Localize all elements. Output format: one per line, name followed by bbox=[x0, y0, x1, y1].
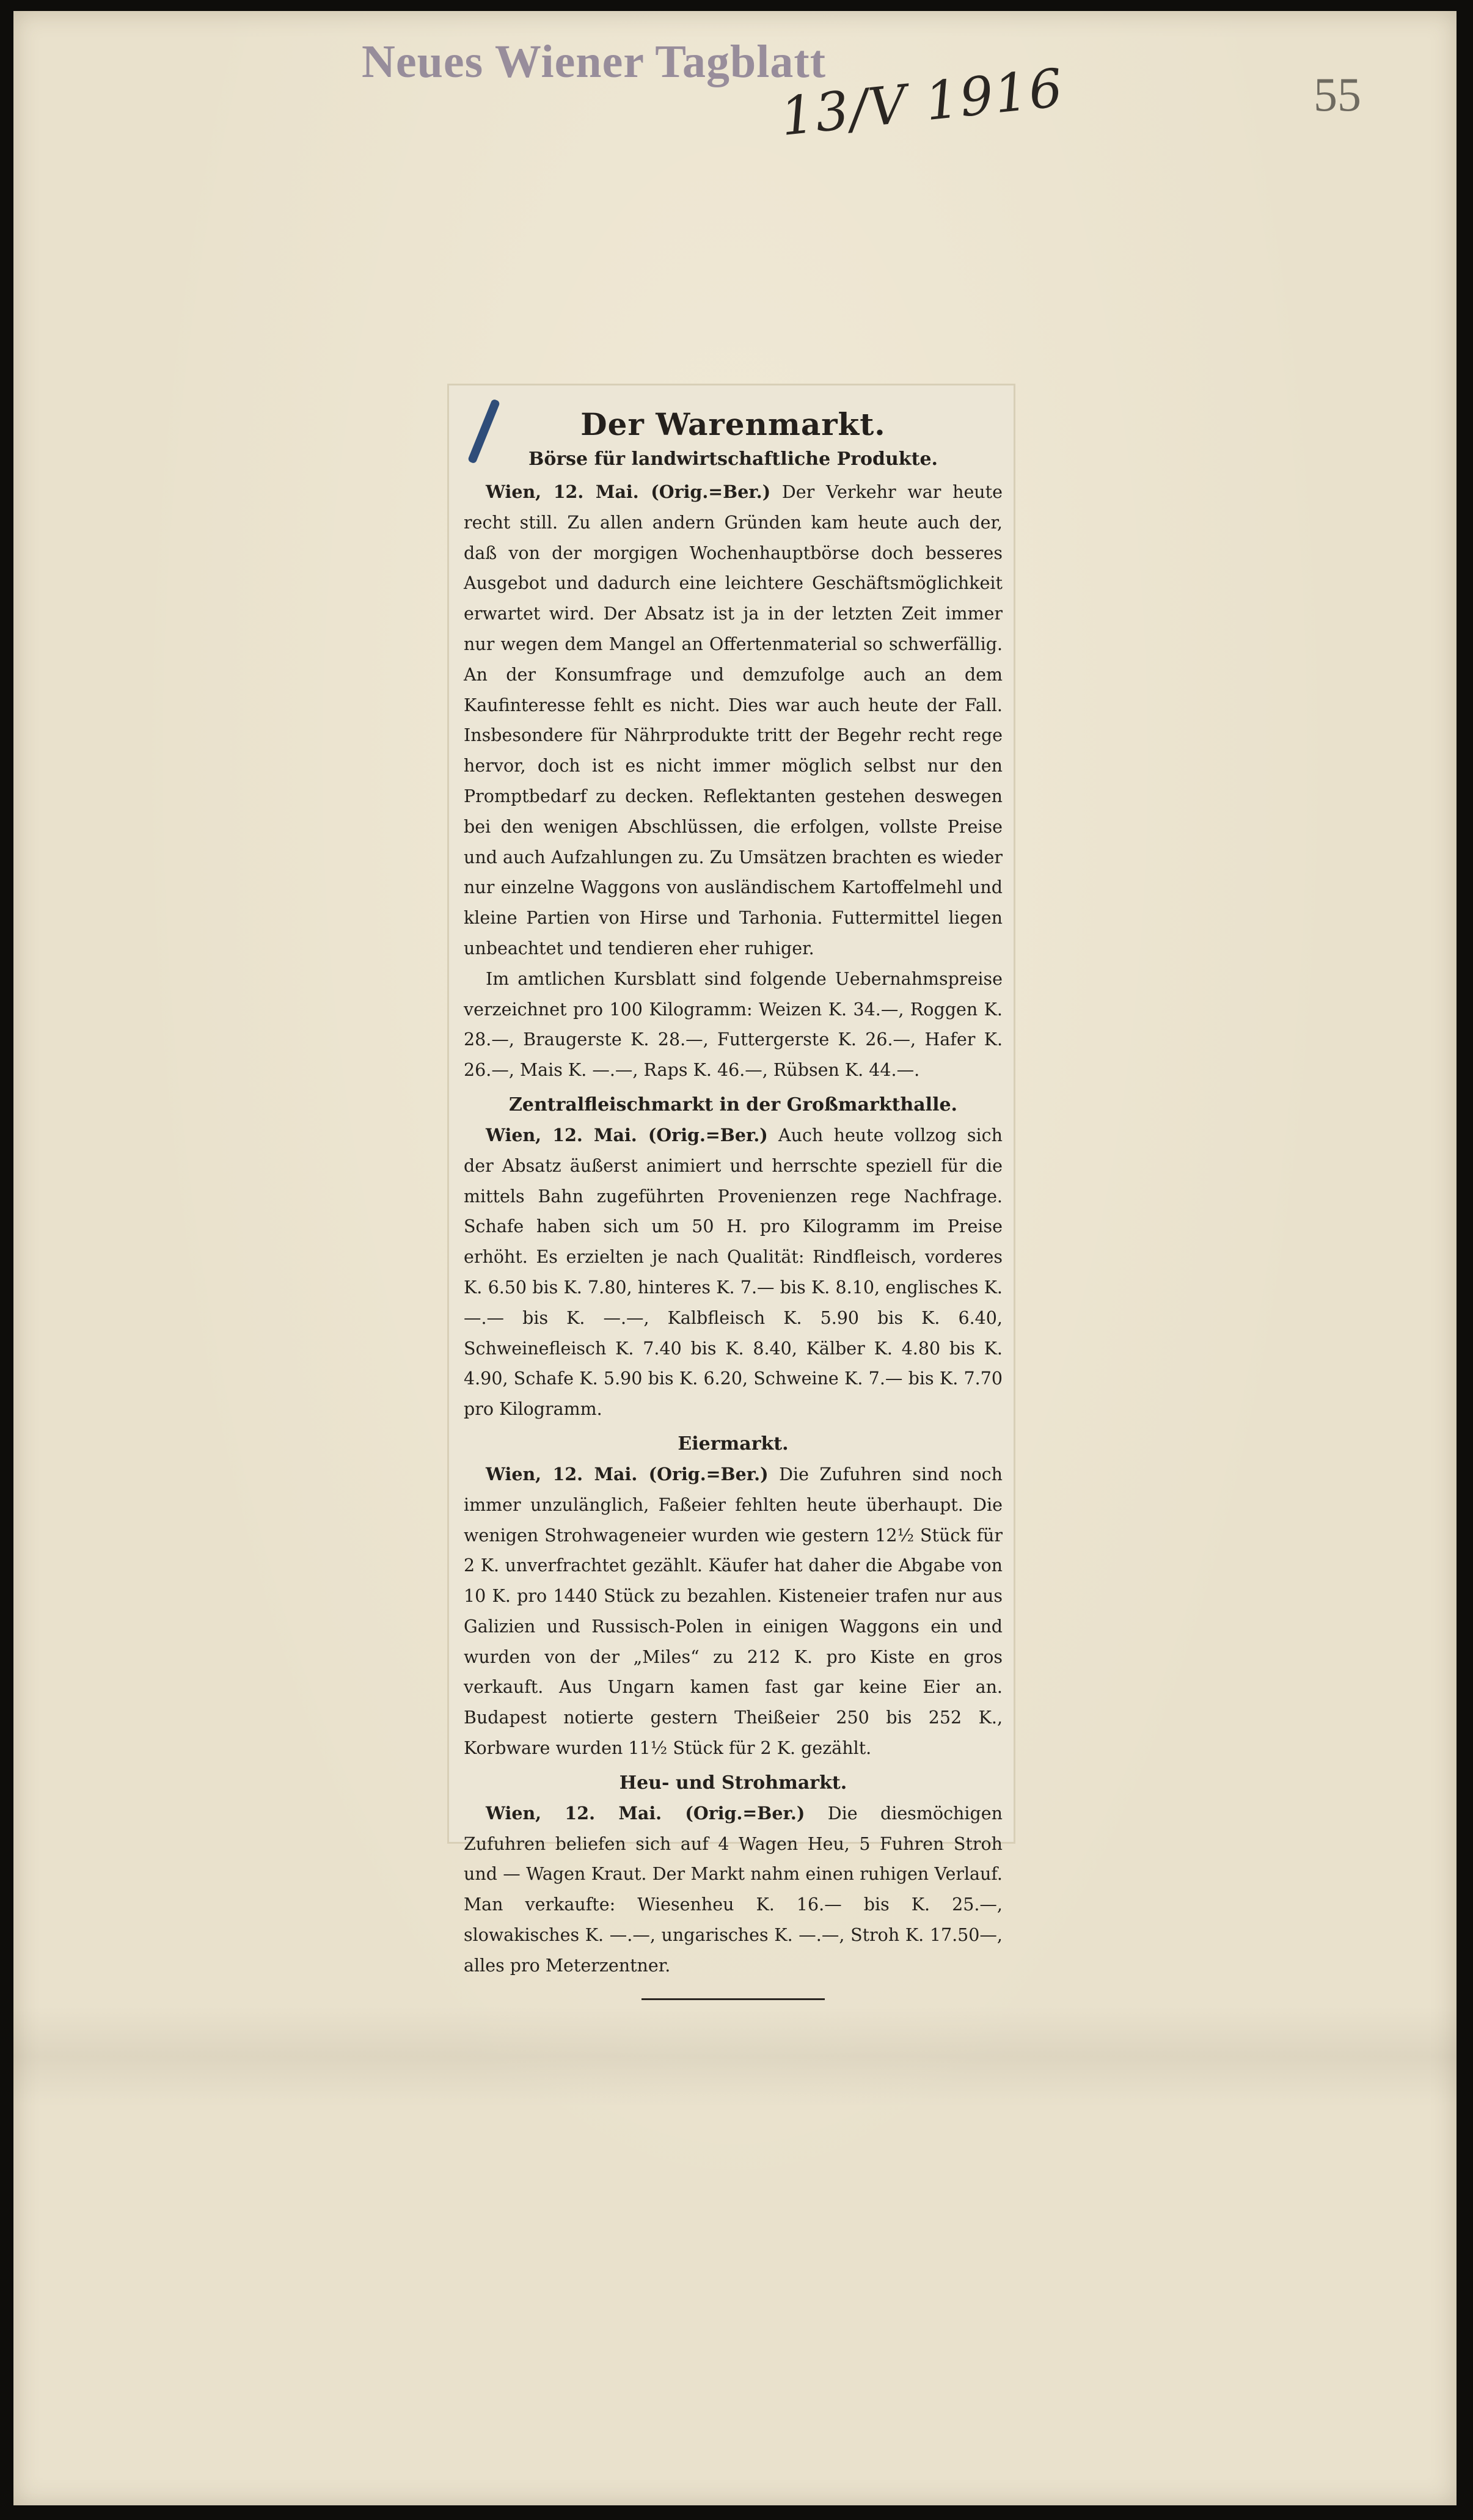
article-title: Der Warenmarkt. bbox=[580, 406, 886, 442]
closing-rule bbox=[641, 1998, 825, 2000]
paragraph-heumarkt bbox=[464, 1799, 1003, 1981]
section-title-eiermarkt: Eiermarkt. bbox=[678, 1433, 789, 1455]
paragraph-boerse-1 bbox=[464, 477, 1003, 964]
page-number: 55 bbox=[1314, 68, 1361, 121]
paragraph-text: Auch heute vollzog sich der Absatz äußerst animiert und herrschte speziell für die mittels Bahn zugeführten Provenienzen rege Nachfrage. Schafe haben sich um 50 H. pro Kilogramm im Preise erhöht. Es erzielten je nach Qualität: Rindfleisch, vorderes K. 6.50 bis K. 7.80, hinteres K. 7.— bis K. 8.10, englisches K. —.— bis K. —.—, Kalbfleisch K. 5.90 bis K. 6.40, Schweinefleisch K. 7.40 bis K. 8.40, Kälber K. 4.80 bis K. 4.90, Schafe K. 5.90 bis K. 6.20, Schweine K. 7.— bis K. 7.70 pro Kilogramm. bbox=[464, 1125, 1003, 1420]
section-title-heumarkt: Heu- und Strohmarkt. bbox=[619, 1772, 847, 1794]
newspaper-stamp: Neues Wiener Tagblatt bbox=[362, 36, 826, 87]
paragraph-lead: Wien, 12. Mai. (Orig.=Ber.) bbox=[486, 1124, 768, 1145]
section-title-fleischmarkt: Zentralfleischmarkt in der Großmarkthalle. bbox=[508, 1094, 958, 1116]
paragraph-boerse-2 bbox=[464, 964, 1003, 1086]
paragraph-text: Der Verkehr war heute recht still. Zu allen andern Gründen kam heute auch der, daß von der morgigen Wochenhauptbörse doch besseres Ausgebot und dadurch eine leichtere Geschäftsmöglichkeit erwartet wird. Der Absatz ist ja in der letzten Zeit immer nur wegen dem Mangel an Offertenmaterial so schwerfällig. An der Konsumfrage und demzufolge auch an dem Kaufinteresse fehlt es nicht. Dies war auch heute der Fall. Insbesondere für Nährprodukte tritt der Begehr recht rege hervor, doch ist es nicht immer möglich selbst nur den Promptbedarf zu decken. Reflektanten gestehen deswegen bei den wenigen Abschlüssen, die erfolgen, vollste Preise und auch Aufzahlungen zu. Zu Umsätzen brachten es wieder nur einzelne Waggons von ausländischem Kartoffelmehl und kleine Partien von Hirse und Tarhonia. Futtermittel liegen unbeachtet und tendieren eher ruhiger. bbox=[464, 482, 1003, 959]
paragraph-lead: Wien, 12. Mai. (Orig.=Ber.) bbox=[486, 481, 771, 502]
article-subtitle: Börse für landwirtschaftliche Produkte. bbox=[528, 448, 938, 470]
paragraph-lead: Wien, 12. Mai. (Orig.=Ber.) bbox=[486, 1802, 805, 1824]
paragraph-text: Die diesmöchigen Zufuhren beliefen sich auf 4 Wagen Heu, 5 Fuhren Stroh und — Wagen Kraut. Der Markt nahm einen ruhigen Verlauf. Man verkaufte: Wiesenheu K. 16.— bis K. 25.—, slowakisches K. —.—, ungarisches K. —.—, Stroh K. 17.50—, alles pro Meterzentner. bbox=[464, 1803, 1003, 1976]
handwritten-date: 13/V 1916 bbox=[778, 57, 1067, 148]
paragraph-fleischmarkt bbox=[464, 1120, 1003, 1425]
paragraph-eiermarkt bbox=[464, 1459, 1003, 1764]
paragraph-lead: Wien, 12. Mai. (Orig.=Ber.) bbox=[486, 1463, 769, 1485]
paragraph-text: Die Zufuhren sind noch immer unzulänglich, Faßeier fehlten heute überhaupt. Die wenigen Strohwageneier wurden wie gestern 12½ Stück für 2 K. unverfrachtet gezählt. Käufer hat daher die Abgabe von 10 K. pro 1440 Stück zu bezahlen. Kisteneier trafen nur aus Galizien und Russisch-Polen in einigen Waggons ein und wurden von der „Miles“ zu 212 K. pro Kiste en gros verkauft. Aus Ungarn kamen fast gar keine Eier an. Budapest notierte gestern Theißeier 250 bis 252 K., Korbware wurden 11½ Stück für 2 K. gezählt. bbox=[464, 1464, 1003, 1759]
newspaper-clipping bbox=[447, 384, 1015, 1976]
paragraph-text: Im amtlichen Kursblatt sind folgende Uebernahmspreise verzeichnet pro 100 Kilogramm: Weizen K. 34.—, Roggen K. 28.—, Braugerste K. 28.—, Futtergerste K. 26.—, Hafer K. 26.—, Mais K. —.—, Raps K. 46.—, Rübsen K. 44.—. bbox=[464, 968, 1003, 1081]
archive-sheet bbox=[13, 11, 1457, 2505]
